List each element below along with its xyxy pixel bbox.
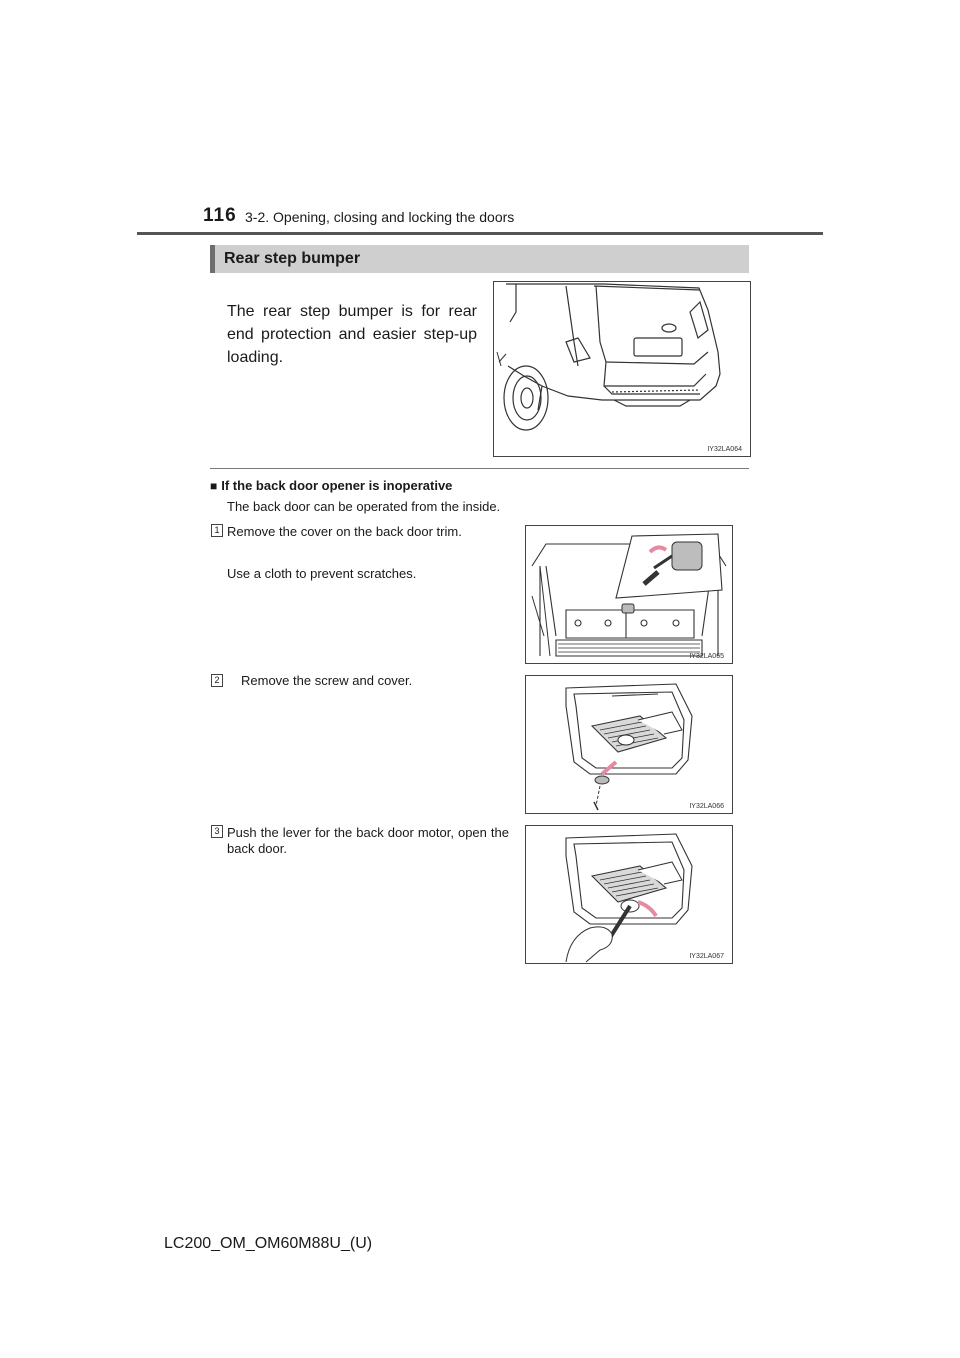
back-door-heading [210,478,452,493]
car-rear-drawing [494,282,750,456]
section-heading: Rear step bumper [224,250,361,267]
rear-step-description: The rear step bumper is for rear end protection and easier step-up loading. [227,303,477,366]
square-bullet-icon: ■ [210,479,218,493]
step-number-2: 2 [211,674,223,687]
step-number-3: 3 [211,825,223,838]
figure-code: IY32LA065 [689,653,724,660]
step-1-instruction: Remove the cover on the back door trim. [227,524,462,539]
lever-push-drawing [526,826,732,963]
step-1-illustration [525,525,733,664]
figure-code: IY32LA067 [689,953,724,960]
document-id: LC200_OM_OM60M88U_(U) [164,1235,373,1252]
figure-code: IY32LA066 [689,803,724,810]
section-divider [210,468,749,469]
step-2-instruction: Remove the screw and cover. [241,673,413,688]
section-title: 3-2. Opening, closing and locking the doors [245,209,515,225]
back-door-heading-text: If the back door opener is inoperative [221,478,453,493]
back-door-intro: The back door can be operated from the inside. [227,499,501,514]
screw-removal-drawing [526,676,732,813]
step-1-note: Use a cloth to prevent scratches. [227,566,417,581]
step-2-illustration [525,675,733,814]
rear-bumper-illustration [493,281,751,457]
page-number: 116 [203,205,237,226]
heading-accent [210,245,215,273]
step-number-1: 1 [211,524,223,537]
cover-removal-drawing [526,526,732,663]
figure-code: IY32LA064 [707,446,742,453]
section-heading-bar [210,245,749,273]
step-3-instruction: Push the lever for the back door motor, open the back door. [227,825,509,856]
header-rule [137,232,823,235]
step-3-illustration [525,825,733,964]
